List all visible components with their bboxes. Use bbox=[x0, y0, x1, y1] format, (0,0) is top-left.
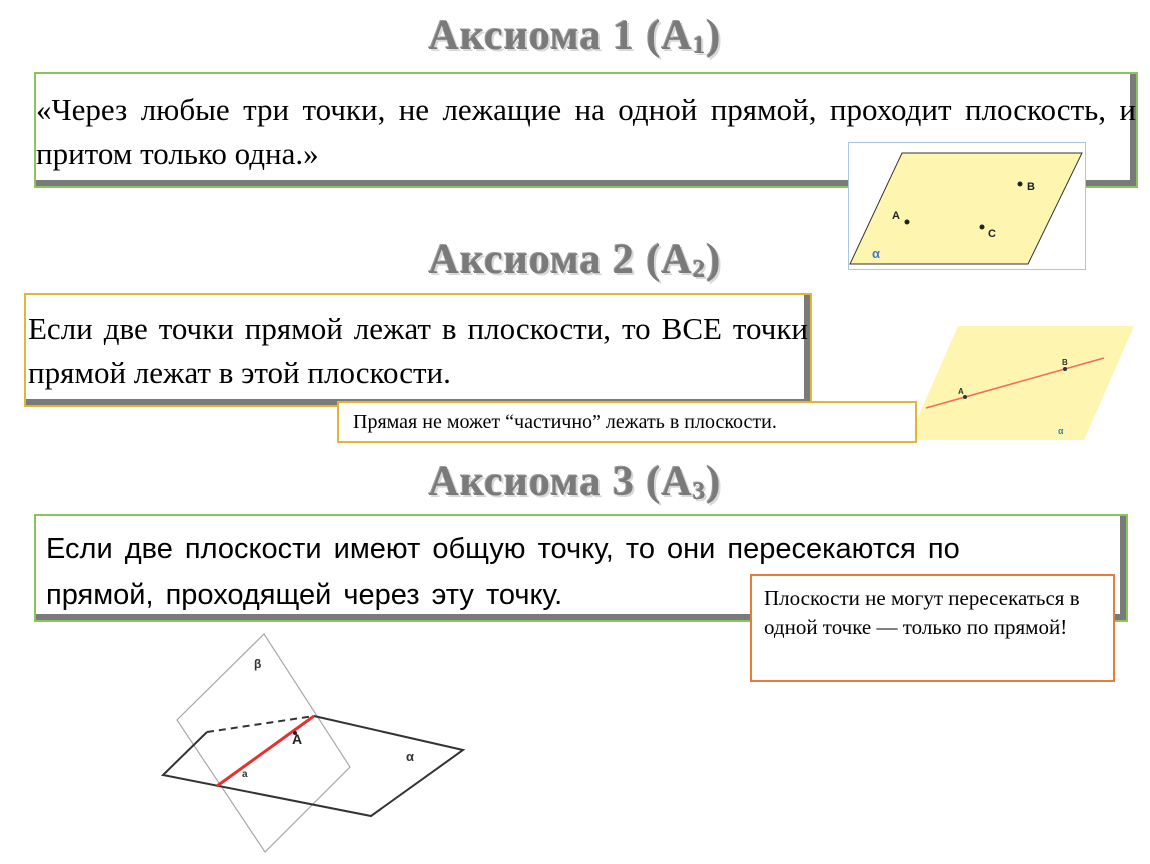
label-plane-alpha: α bbox=[406, 749, 414, 764]
label-point-a: A bbox=[892, 210, 900, 222]
plane-beta-shape bbox=[177, 634, 350, 852]
figure3-intersecting-planes-diagram bbox=[160, 632, 470, 854]
axiom2-title: Аксиома 2 $(А_2)$ bbox=[428, 237, 722, 283]
label-plane-beta: β bbox=[254, 657, 262, 671]
intersection-line-a bbox=[217, 716, 314, 786]
axiom1-title: Аксиома 1 $(А_1)$ bbox=[428, 13, 722, 59]
plane-alpha-shape bbox=[908, 326, 1134, 440]
axiom2-text: Если две точки прямой лежат в плоскости, то ВСЕ точки прямой лежат в этой плоскости. bbox=[28, 311, 808, 390]
axiom1-text: «Через любые три точки, не лежащие на одной прямой, проходит плоскость, и притом только одна.» bbox=[36, 92, 1136, 171]
label-plane-alpha: α bbox=[872, 246, 880, 261]
figure2-line-in-plane-diagram bbox=[908, 326, 1136, 442]
label-line-a: a bbox=[242, 769, 248, 780]
point-c bbox=[980, 225, 985, 230]
axiom3-note: Плоскости не могут пересекаться в одной точке — только по прямой! bbox=[750, 574, 1115, 682]
axiom3-text: Если две плоскости имеют общую точку, то они пересекаются по прямой, проходящей через эту точку. bbox=[46, 533, 960, 611]
label-point-b: B bbox=[1027, 181, 1035, 193]
label-point-a: A bbox=[292, 731, 303, 747]
point-b bbox=[1018, 182, 1023, 187]
label-plane-alpha: α bbox=[1058, 426, 1064, 436]
axiom2-note: Прямая не может “частично” лежать в плоскости. bbox=[337, 401, 917, 443]
point-a bbox=[905, 220, 910, 225]
plane-alpha-hidden-edge bbox=[207, 716, 314, 732]
label-point-a: A bbox=[958, 387, 964, 396]
label-point-c: C bbox=[988, 228, 996, 240]
label-point-b: B bbox=[1062, 358, 1068, 367]
point-b bbox=[1063, 367, 1067, 371]
axiom3-title: Аксиома 3 $(А_3)$ bbox=[428, 459, 722, 505]
